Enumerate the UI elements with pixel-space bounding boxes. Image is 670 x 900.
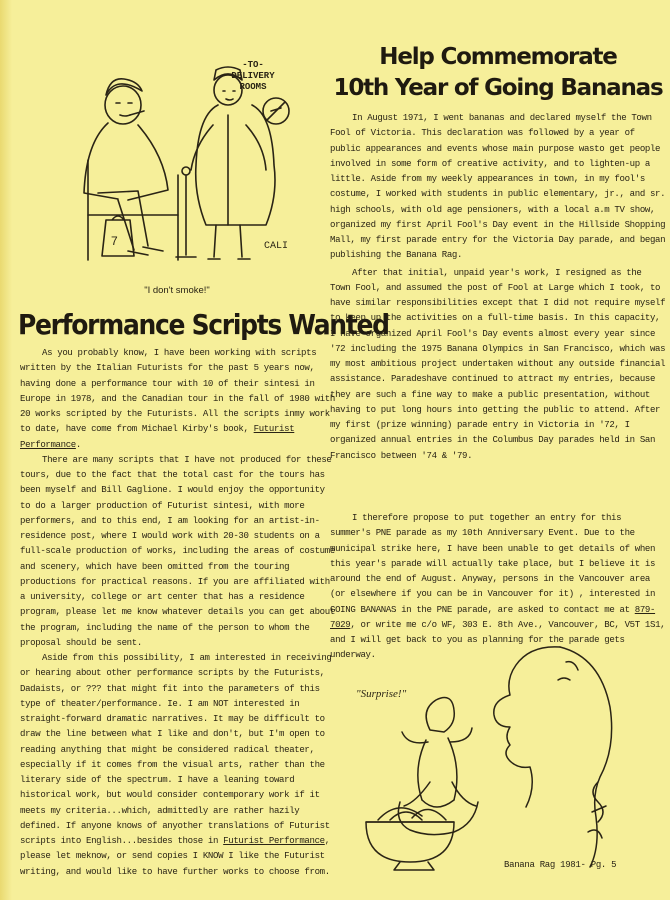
book-title: Futurist Performance [20,423,295,450]
phone-number: 879-7029 [330,603,656,630]
paragraph-text: Aside from this possibility, I am interested in receiving or hearing about other performance scripts by the Futurists, Dadaists, or ??? that might fit into the parameters of this type of theater/performance. Ie. I am NOT interested in straight-forward dramatic narratives. It may be difficult to draw the line between what I like and don't, but I'm open to reading anything that might be considered radical theater, especially if it comes from the visual arts, rather than the literary side of the spectrum. I have a leaning toward historical work, but would consider contemporary work if it meets my criteria...which, admittedly are rather hazily defined. If anyone knows of anyother translations of Futurist scripts into English...besides those in [20,652,332,846]
sign-line-2: DELIVERY [231,71,275,81]
page-edge [0,0,12,900]
article-left-headline: Performance Scripts Wanted [18,308,389,341]
paragraph [20,650,338,879]
paragraph-text: , please let meknow, or send copies I KNOW I like the Futurist writing, and would like to have further works to choose from. [20,835,330,877]
paragraph-text: . [75,438,81,450]
cartoon-bottom-caption: "Surprise!" [356,688,407,700]
paragraph [330,510,666,663]
paragraph: In August 1971, I went bananas and declared myself the Town Fool of Victoria. This declaration was followed by a year of public appearances and events whose main purpose wasto get people involved in some form of creative activity, and to lighten-up a little. Aside from my weekly appearances in town, in my fool's costume, I worked with students in public elementary, jr., and sr. high schools, with old age pensioners, with a local a.m TV show, organized my first April Fool's Day event in the Hillside Shopping Mall, my first parade entry for the Victoria Day parade, and began publishing the Banana Rag. [330,112,666,261]
page-footer: Banana Rag 1981- Pg. 5 [504,860,617,870]
surprise-cartoon [330,642,630,872]
cartoon-caption: "I don't smoke!" [144,285,210,296]
sign-line-1: -TO- [242,60,264,70]
paragraph-text: , or write me c/o WF, 303 E. 8th Ave., Vancouver, BC, V5T 1S1, and I will get back to you as planning for the parade gets underway. [330,618,666,661]
paragraph-text: As you probably know, I have been working with scripts written by the Italian Futurists for the past 5 years now, having done a performance tour with 10 of their sintesi in Europe in 1978, and the Canadian tour in the fall of 1980 with 20 works scripted by the Futurists. All the scripts inmy work to date, have come from Michael Kirby's book, [20,347,335,435]
paragraph: After that initial, unpaid year's work, I resigned as the Town Fool, and assumed the post of Fool at Large which I took, to have similar responsibilities except that I did not require myself to keep up the activities on a full-time basis. In this capacity, I have organized April Fool's Day events almost every year since '72 including the 1975 Banana Olympics in San Francisco, which was my most ambitious project undertaken without any outside financial assistance. Paradeshave continued to attract my entries, because they are such a fine way to make a public presentation, without having to put long hours into getting the public to attend. After my first (prize winning) parade entry in Victoria in '72, I organized annual entries in the Columbus Day parades held in San Francisco between '74 & '79. [330,266,666,461]
sign-line-3: ROOMS [239,82,267,92]
paragraph: There are many scripts that I have not produced for these tours, due to the fact that the total cast for the tours has been myself and Bill Gaglione. I would enjoy the opportunity to do a larger production of Futurist sintesi, with more performers, and to this end, I am looking for an artist-in-residence post, where I would work with 20-30 students on a full-scale production of works, including the areas of costume and scenery, which have been omitted from the touring productions for practical reasons. If you are affiliated with a university, college or art center that has a residence program, please let me know whatever details you can get about the program, including the name of the person to whom the proposal should be sent. [20,453,335,648]
article-right-body [330,110,666,463]
paragraph [20,345,338,452]
headline-line-2: 10th Year of Going Bananas [333,75,663,101]
delivery-room-cartoon [68,45,308,280]
article-right-body-2 [330,510,666,663]
book-title: Futurist Performance [223,835,325,846]
article-right-headline [330,42,666,104]
article-left-body [20,345,338,879]
cartoon-signature: CALI [264,241,289,252]
headline-line-1: Help Commemorate [379,44,617,70]
paragraph-text: I therefore propose to put together an entry for this summer's PNE parade as my 10th Anniversary Event. Due to the municipal strike here, I have been unable to get details of when this year's parade will actually take place, but I believe it is around the end of August. Anyway, persons in the Vancouver area (or elsewhere if you can be in Vancouver for it) , interested in GOING BANANAS in the PNE parade, are asked to contact me at [330,512,656,615]
svg-text:7: 7 [111,234,118,248]
